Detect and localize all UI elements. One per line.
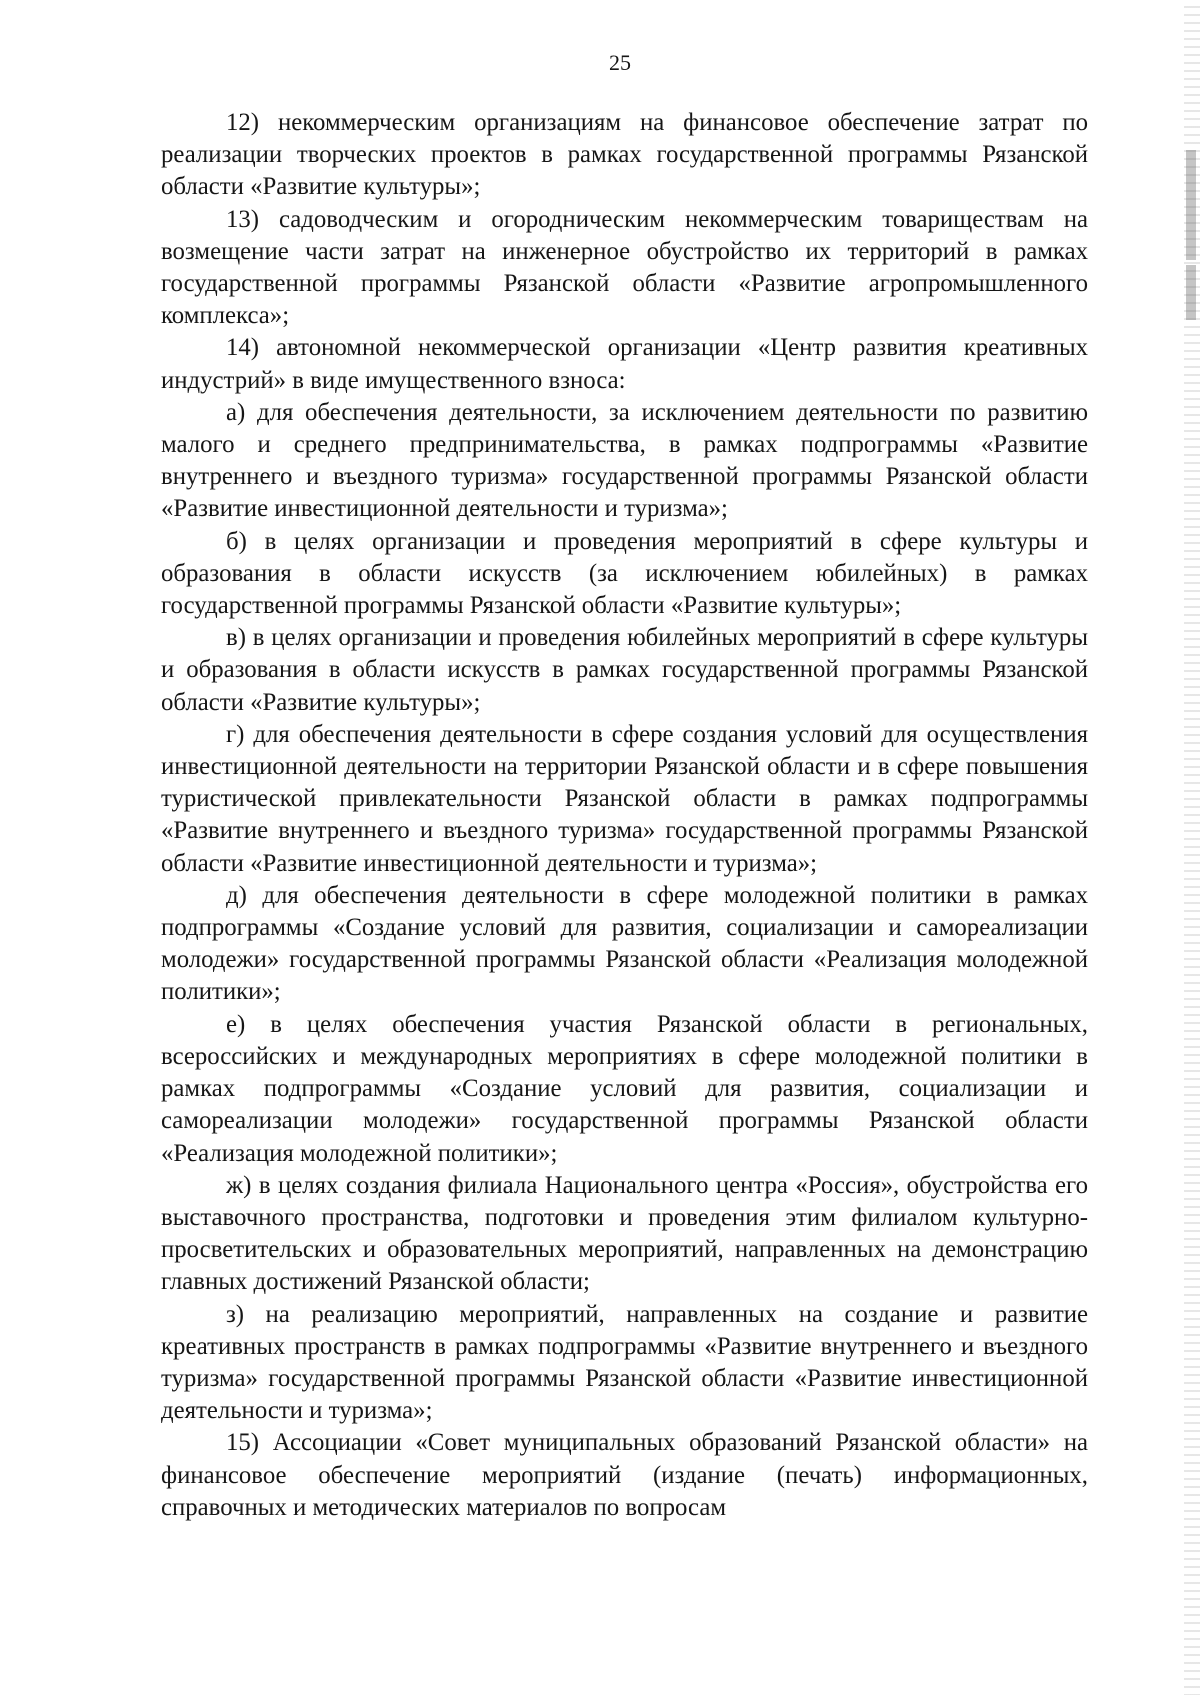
scan-edge-artifact (1184, 0, 1200, 1695)
document-body (161, 107, 1088, 1524)
scan-edge-dark-band (1186, 265, 1196, 320)
paragraph-14: 14) автономной некоммерческой организации «Центр развития креативных индустрий» в виде имущественного взноса: (161, 334, 1088, 394)
subparagraph-a: а) для обеспечения деятельности, за исключением деятельности по развитию малого и среднего предпринимательства, в рамках подпрограммы «Развитие внутреннего и въездного туризма» государственной программы Рязанской области «Развитие инвестиционной деятельности и туризма»; (161, 398, 1088, 523)
paragraph-13: 13) садоводческим и огородническим некоммерческим товариществам на возмещение части затрат на инженерное обустройство их территорий в рамках государственной программы Рязанской области «Развитие агропромышленного комплекса»; (161, 205, 1088, 330)
scan-edge-dark-band (1186, 150, 1196, 260)
paragraph-15: 15) Ассоциации «Совет муниципальных образований Рязанской области» на финансовое обеспечение мероприятий (издание (печать) информационных, справочных и методических материалов по вопросам (161, 1429, 1088, 1521)
subparagraph-g: г) для обеспечения деятельности в сфере создания условий для осуществления инвестиционной деятельности на территории Рязанской области и в сфере повышения туристической привлекательности Рязанской области в рамках подпрограммы «Развитие внутреннего и въездного туризма» государственной программы Рязанской области «Развитие инвестиционной деятельности и туризма»; (161, 720, 1088, 877)
subparagraph-b: б) в целях организации и проведения мероприятий в сфере культуры и образования в области искусств (за исключением юбилейных) в рамках государственной программы Рязанской области «Развитие культуры»; (161, 527, 1088, 620)
subparagraph-d: д) для обеспечения деятельности в сфере молодежной политики в рамках подпрограммы «Создание условий для развития, социализации и самореализации молодежи» государственной программы Рязанской области «Реализация молодежной политики»; (161, 881, 1088, 1006)
subparagraph-e: е) в целях обеспечения участия Рязанской области в региональных, всероссийских и международных мероприятиях в сфере молодежной политики в рамках подпрограммы «Создание условий для развития, социализации и самореализации молодежи» государственной программы Рязанской области «Реализация молодежной политики»; (161, 1010, 1088, 1167)
subparagraph-zh: ж) в целях создания филиала Национального центра «Россия», обустройства его выставочного пространства, подготовки и проведения этим филиалом культурно-просветительских и образовательных мероприятий, направленных на демонстрацию главных достижений Рязанской области; (161, 1171, 1088, 1296)
page-number: 25 (609, 50, 631, 75)
subparagraph-z: з) на реализацию мероприятий, направленных на создание и развитие креативных пространств в рамках подпрограммы «Развитие внутреннего и въездного туризма» государственной программы Рязанской области «Развитие инвестиционной деятельности и туризма»; (161, 1300, 1088, 1425)
paragraph-12: 12) некоммерческим организациям на финансовое обеспечение затрат по реализации творческих проектов в рамках государственной программы Рязанской области «Развитие культуры»; (161, 109, 1088, 201)
subparagraph-v: в) в целях организации и проведения юбилейных мероприятий в сфере культуры и образования в области искусств в рамках государственной программы Рязанской области «Развитие культуры»; (161, 624, 1088, 716)
